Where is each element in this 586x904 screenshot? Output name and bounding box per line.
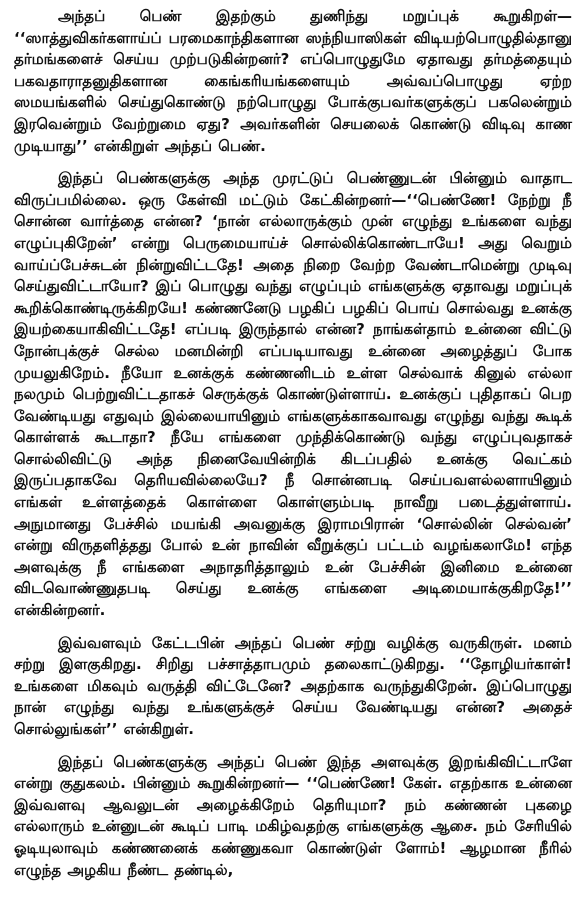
paragraph-2: இந்தப் பெண்களுக்கு அந்த முரட்டுப் பெண்ணுடன் பின்னும் வாதாட விருப்பமில்லை. ஒரு கேள்வி மட்டும் கேட்கின்றனர்—‘‘பெண்ணே! நேற்று நீ சொன்ன வார்த்தை என்ன? ‘நான் எல்லாருக்கும் முன் எழுந்து உங்களை வந்து எழுப்புகிறேன்’ என்று பெருமையாய்ச் சொல்லிக்கொண்டாயே! அது வெறும் வாய்ப்பேச்சுடன் நின்றுவிட்டதே! அதை நிறை வேற்ற வேண்டாமென்று முடிவு செய்துவிட்டாயோ? இப் பொழுது வந்து எழுப்பும் எங்களுக்கு ஏதாவது மறுப்புக் கூறிக்கொண்டிருக்கிறயே! கண்ணனேடு பழகிப் பழகிப் பொய் சொல்வது உனக்கு இயற்கையாகிவிட்டதே! எப்படி இருந்தால் என்ன? நாங்கள்தாம் உன்னை விட்டு நோன்புக்குச் செல்ல மனமின்றி எப்படியாவது உன்னை அழைத்துப் போக முயலுகிறேம். நீயோ உனக்குக் கண்ணனிடம் உள்ள செல்வாக் கினுல் எல்லா நலமும் பெற்றுவிட்டதாகச் செருக்குக் கொண்டுள்ளாய். உனக்குப் புதிதாகப் பெற வேண்டியது எதுவும் இல்லையாயினும் எங்களுக்காகவாவது எழுந்து வந்து கூடிக் கொள்ளக் கூடாதா? நீயே எங்களை முந்திக்கொண்டு வந்து எழுப்புவதாகச் சொல்லிவிட்டு அந்த நினைவேயின்றிக் கிடப்பதில் உனக்கு வெட்கம் இருப்பதாகவே தெரியவில்லையே? நீ சொன்னபடி செய்பவளல்லளாயினும் எங்கள் உள்ளத்தைக் கொள்ளை கொள்ளும்படி நாவீறு படைத்துள்ளாய். அநுமானது பேச்சில் மயங்கி அவனுக்கு இராமபிரான் ‘சொல்லின் செல்வன்’ என்று விருதளித்தது போல் உன் நாவின் வீறுக்குப் பட்டம் வழங்கலாமே! எந்த அளவுக்கு நீ எங்களை அநாதரித்தாலும் உன் பேச்சின் இனிமை உன்னை விடவொண்ணுதபடி செய்து உனக்கு எங்களை அடிமையாக்குகிறதே!’’ என்கின்றனர். (14, 169, 572, 620)
paragraph-3: இவ்வளவும் கேட்டபின் அந்தப் பெண் சற்று வழிக்கு வருகிருள். மனம் சற்று இளகுகிறது. சிறிது பச்சாத்தாபமும் தலைகாட்டுகிறது. ‘‘தோழியர்காள்! உங்களை மிகவும் வருத்தி விட்டேனே? அதற்காக வருந்துகிறேன். இப்பொழுது நான் எழுந்து வந்து உங்களுக்குச் செய்ய வேண்டியது என்ன? அதைச் சொல்லுங்கள்’’ என்கிறுள். (14, 633, 572, 738)
paragraph-4: இந்தப் பெண்களுக்கு அந்தப் பெண் இந்த அளவுக்கு இறங்கிவிட்டாளே என்று குதுகலம். பின்னும் கூறுகின்றனர்— ‘‘பெண்ணே! கேள். எதற்காக உன்னை இவ்வளவு ஆவலுடன் அழைக்கிறேம் தெரியுமா? நம் கண்ணன் புகழை எல்லாரும் உன்னுடன் கூடிப் பாடி மகிழ்வதற்கு எங்களுக்கு ஆசை. நம் சேரியில் ஓடியுலாவும் கண்ணனைக் கண்ணுகவா கொண்டுள் ளோம்! ஆழமான நீரில் எழுந்த அழகிய நீண்ட தண்டில், (14, 752, 572, 879)
paragraph-1: அந்தப் பெண் இதற்கும் துணிந்து மறுப்புக் கூறுகிறள்— ‘‘ஸாத்துவிகர்களாய்ப் பரமைகாந்திகளான ஸந்நியாஸிகள் விடியற்பொழுதில்தானு தர்மங்களைச் செய்ய முற்படுகின்றனர்? எப்பொழுதுமே ஏதாவது தர்மத்தையும் பகவதாராதனுதிகளான கைங்கரியங்களையும் அவ்வப்பொழுது ஏற்ற ஸமயங்களில் செய்துகொண்டு நற்பொழுது போக்குபவர்களுக்குப் பகலென்றும் இரவென்றும் வேற்றுமை ஏது? அவர்களின் செயலைக் கொண்டு விடிவு காண முடியாது’’ என்கிறுள் அந்தப் பெண். (14, 7, 572, 155)
